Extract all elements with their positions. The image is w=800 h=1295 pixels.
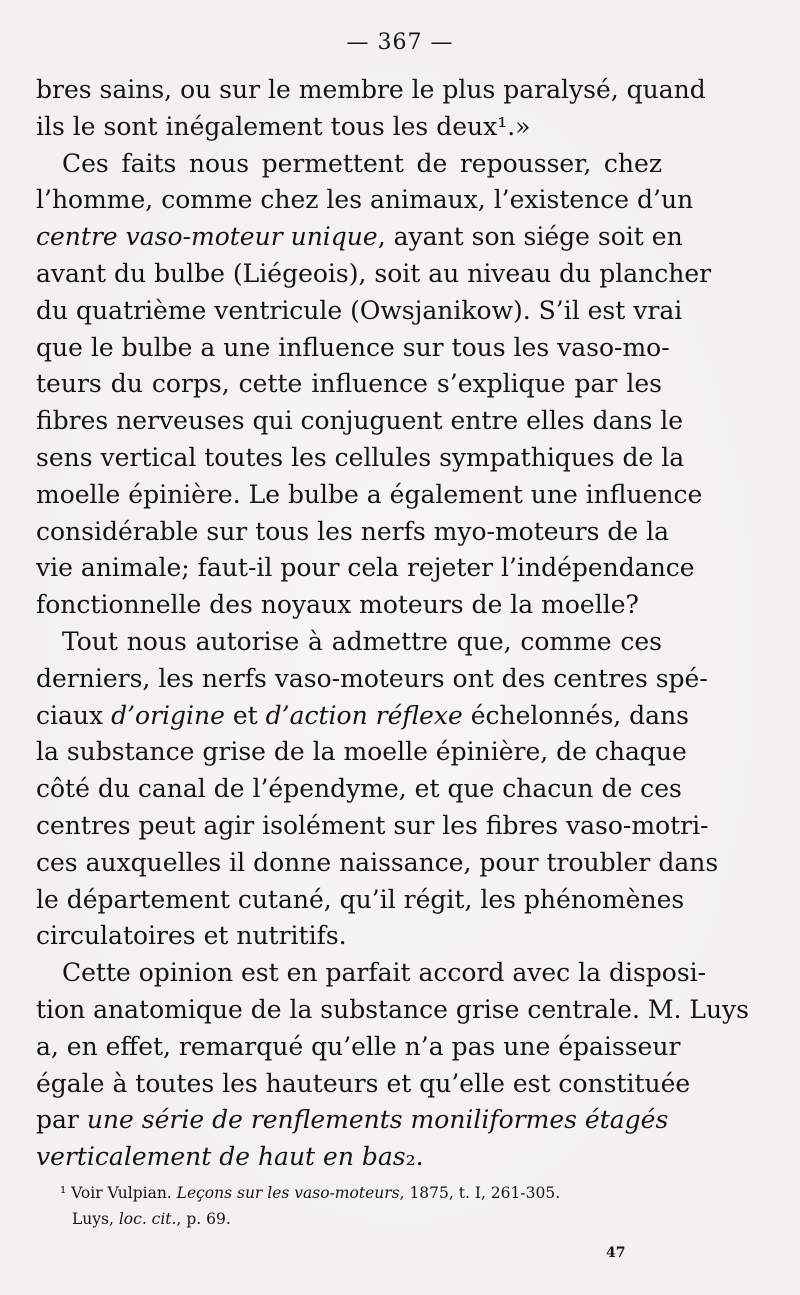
text-segment: et (224, 700, 266, 730)
text-line: côté du canal de l’épendyme, et que chacun de ces (36, 774, 682, 804)
body-text (36, 72, 750, 1176)
text-line: ces auxquelles il donne naissance, pour troubler dans (36, 847, 719, 877)
text-segment: ciaux (36, 700, 112, 730)
text-line: bres sains, ou sur le membre le plus paralysé, quand (36, 75, 706, 104)
text-segment: ₂. (405, 1142, 424, 1172)
text-line (36, 1139, 662, 1176)
footnote-1-marker: ¹ (60, 1184, 67, 1202)
text-line: tion anatomique de la substance grise centrale. M. Luys (36, 994, 750, 1024)
footnotes (60, 1180, 660, 1232)
text-segment: par (36, 1105, 87, 1135)
signature-mark: 47 (606, 1245, 626, 1261)
text-segment: échelonnés, dans (462, 700, 690, 730)
text-line: a, en effet, remarqué qu’elle n’a pas une épaisseur (36, 1031, 681, 1061)
text-line: Ces faits nous permettent de repousser, chez (62, 148, 662, 178)
text-segment: , ayant son siége soit en (377, 222, 683, 252)
italic-text: d’origine (111, 700, 225, 730)
italic-text: d’action réflexe (265, 700, 463, 730)
text-line: centres peut agir isolément sur les fibres vaso-motri- (36, 810, 709, 840)
footnote-1 (60, 1180, 660, 1206)
footnote-2-rest: , p. 69. (176, 1210, 231, 1228)
text-line: moelle épinière. Le bulbe a également une influence (36, 479, 703, 509)
text-line (36, 219, 683, 256)
italic-text: verticalement de haut en bas (36, 1142, 406, 1172)
text-line: sens vertical toutes les cellules sympathiques de la (36, 442, 685, 472)
text-line: le département cutané, qu’il régit, les phénomènes (36, 884, 685, 914)
text-line: la substance grise de la moelle épinière, de chaque (36, 737, 687, 767)
text-line: que le bulbe a une influence sur tous les vaso-mo- (36, 332, 670, 362)
italic-text: centre vaso-moteur unique (36, 222, 378, 252)
footnote-1-rest: , 1875, t. I, 261-305. (399, 1184, 561, 1202)
footnote-2 (60, 1206, 660, 1232)
text-line: fibres nerveuses qui conjuguent entre elles dans le (36, 406, 684, 436)
text-line: ils le sont inégalement tous les deux¹.» (36, 111, 531, 141)
text-line: teurs du corps, cette influence s’explique par les (36, 369, 662, 399)
text-line: Cette opinion est en parfait accord avec la disposi- (62, 958, 707, 988)
text-line (36, 698, 690, 735)
text-line: derniers, les nerfs vaso-moteurs ont des centres spé- (36, 663, 708, 693)
footnote-2-author: Luys, (72, 1210, 119, 1228)
text-line: considérable sur tous les nerfs myo-moteurs de la (36, 516, 670, 546)
footnote-1-title: Leçons sur les vaso-moteurs (176, 1184, 400, 1202)
footnote-1-author: Voir Vulpian. (71, 1184, 177, 1202)
page-number-header: — 367 — (346, 30, 454, 55)
footnote-2-title: loc. cit. (118, 1210, 177, 1228)
text-line: avant du bulbe (Liégeois), soit au niveau du plancher (36, 258, 712, 288)
italic-text: une série de renflements moniliformes étagés (86, 1105, 669, 1135)
text-line: du quatrième ventricule (Owsjanikow). S’il est vrai (36, 295, 683, 325)
text-line (36, 1102, 669, 1139)
text-line: circulatoires et nutritifs. (36, 921, 347, 951)
text-line: vie animale; faut-il pour cela rejeter l’indépendance (36, 553, 695, 583)
text-line: l’homme, comme chez les animaux, l’existence d’un (36, 185, 694, 215)
text-line: égale à toutes les hauteurs et qu’elle est constituée (36, 1068, 691, 1098)
text-line: fonctionnelle des noyaux moteurs de la moelle? (36, 590, 639, 620)
text-line: Tout nous autorise à admettre que, comme ces (62, 626, 662, 656)
